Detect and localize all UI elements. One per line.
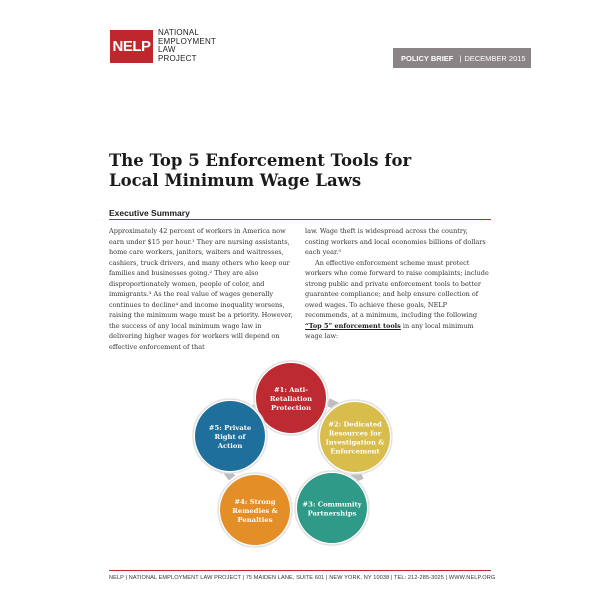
tool-circle-4 [218,473,292,547]
tool-circle-label: #4: Strong [234,498,276,506]
footer: NELP | NATIONAL EMPLOYMENT LAW PROJECT | 75 MAIDEN LANE, SUITE 601 | NEW YORK, NY 10038 | TEL: 212-285-3025 | WWW.NELP.ORG [109,575,496,581]
tool-circle-label: Retaliation [269,395,313,403]
tool-circle-label: Protection [270,404,312,412]
logo-line: LAW [158,45,176,55]
policy-brief-label: POLICY BRIEF [401,53,454,63]
logo-line: PROJECT [158,53,197,63]
tool-circle-5 [193,399,267,473]
tool-circle-label: Action [217,442,243,450]
tool-circle-label: Right of [214,433,246,441]
nelp-logo-mark: NELP [110,30,153,63]
section-heading: Executive Summary [109,208,190,218]
tool-circle-2 [318,400,392,474]
tool-circle-label: Remedies & [232,507,278,515]
tool-circle-label: Penalties [237,516,273,524]
logo-line: NATIONAL [158,28,200,37]
policy-brief-date: DECEMBER 2015 [464,53,526,63]
body-text: in any local minimum wage law: [305,321,474,340]
body-paragraph: Approximately 42 percent of workers in America now earn under $15 per hour.¹ They are nursing assistants, home care workers, janitors, waiters and waitresses, cashiers, truck drivers, and many others who keep our families and businesses going.² They are also disproportionately women, people of color, and immigrants.³ As the real value of wages generally continues to decline⁴ and income inequality worsens, raising the minimum wage must be a priority. However, the success of any local minimum wage law in delivering higher wages for workers will depend on effective enforcement of that [109,227,293,351]
title-line: The Top 5 Enforcement Tools for [109,151,412,170]
title-line: Local Minimum Wage Laws [109,171,362,190]
tool-circle-label: #5: Private [208,424,252,432]
tool-circle-3 [295,471,369,545]
top5-emphasis: “Top 5” enforcement tools [305,321,401,330]
tool-circle-label: Investigation & [325,438,385,447]
footer-rule [109,570,491,571]
tool-circle-label: #3: Community [302,500,362,509]
tool-circle-label: Partnerships [307,509,357,518]
tool-circle-label: Resources for [328,429,382,438]
body-text: An effective enforcement scheme must protect workers who come forward to raise complaints; include strong public and private enforcement tools to better guarantee compliance; and help ensure collection of owed wages. To achieve these goals, NELP recommends, at a minimum, including the following [305,258,489,319]
tool-circle-label: Enforcement [330,447,380,456]
tool-circle-label: #2: Dedicated [328,420,382,429]
body-paragraph: law. Wage theft is widespread across the country, costing workers and local economies billions of dollars each year.⁵ [305,227,486,256]
policy-brief-separator: | [459,53,462,63]
tool-circle-label: #1: Anti- [273,386,309,394]
logo-line: EMPLOYMENT [158,36,217,46]
